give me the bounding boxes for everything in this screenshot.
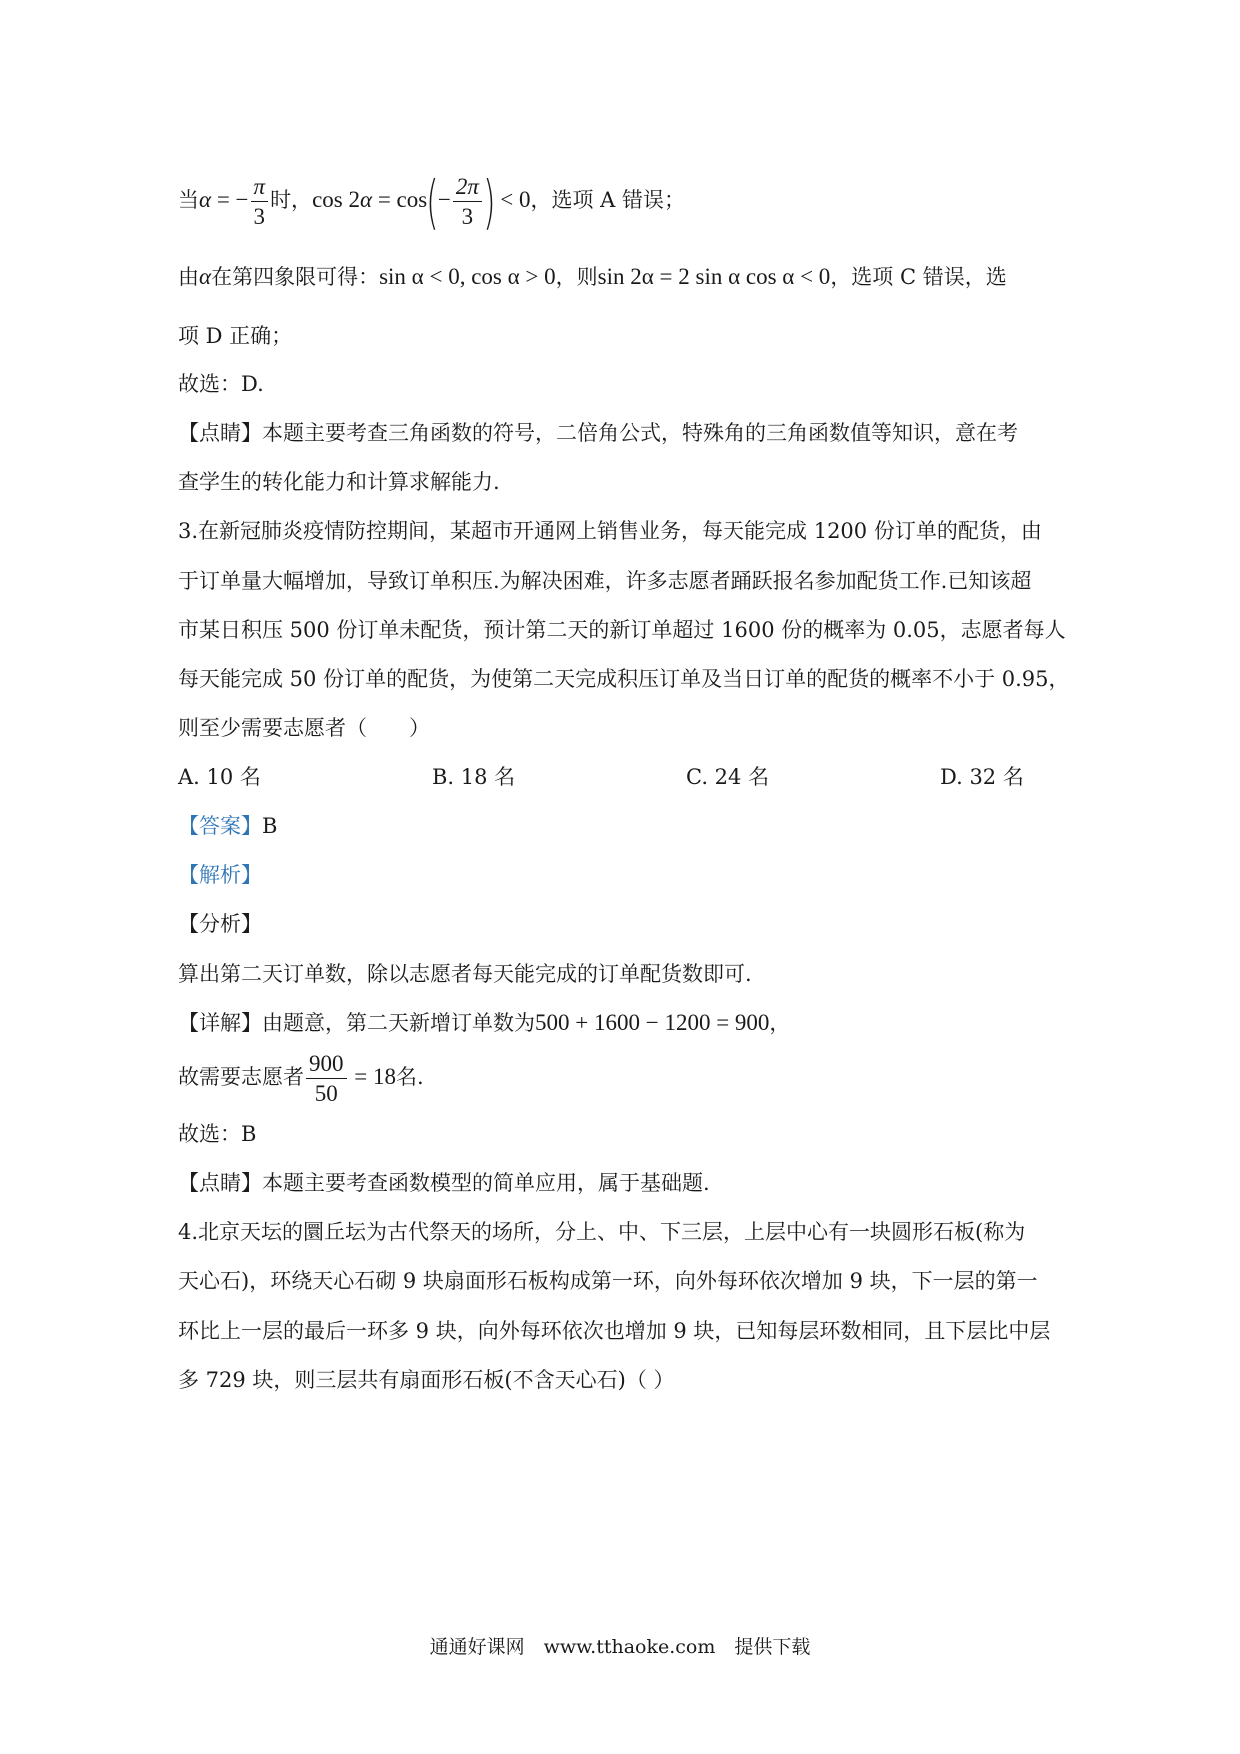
q4-line-3: 环比上一层的最后一环多 9 块，向外每环依次也增加 9 块，已知每层环数相同，且下层比中层 bbox=[178, 1319, 1051, 1343]
right-paren: ) bbox=[482, 167, 496, 236]
fenxi-label: 【分析】 bbox=[178, 912, 262, 936]
option-c: C. 24 名 bbox=[686, 765, 770, 789]
q3-line-1: 3.在新冠肺炎疫情防控期间，某超市开通网上销售业务，每天能完成 1200 份订单的配货，由 bbox=[178, 519, 1042, 543]
q3-comment: 【点睛】本题主要考查函数模型的简单应用，属于基础题. bbox=[178, 1171, 710, 1195]
q4-line-2: 天心石)，环绕天心石砌 9 块扇面形石板构成第一环，向外每环依次增加 9 块，下一层的第一 bbox=[178, 1269, 1038, 1293]
comment-line-1: 【点睛】本题主要考查三角函数的符号，二倍角公式，特殊角的三角函数值等知识，意在考 bbox=[178, 421, 1018, 445]
analysis-label: 【解析】 bbox=[178, 863, 262, 887]
fraction-2pi-over-3: $\frac{2\pi}{3}$ bbox=[453, 175, 482, 228]
solution-choose-d: 故选：D. bbox=[178, 372, 264, 396]
q4-line-1: 4.北京天坛的圜丘坛为古代祭天的场所，分上、中、下三层，上层中心有一块圆形石板(称为 bbox=[178, 1220, 1026, 1244]
option-d: D. 32 名 bbox=[940, 765, 1024, 789]
page-footer: 通通好课网 www.tthaoke.com 提供下载 bbox=[429, 1636, 811, 1658]
choose-b: 故选：B bbox=[178, 1122, 257, 1146]
q3-line-3: 市某日积压 500 份订单未配货，预计第二天的新订单超过 1600 份的概率为 0.05，志愿者每人 bbox=[178, 618, 1066, 642]
q3-line-2: 于订单量大幅增加，导致订单积压.为解决困难，许多志愿者踊跃报名参加配货工作.已知该超 bbox=[178, 569, 1032, 593]
solution-line-3: 项 D 正确； bbox=[178, 324, 293, 348]
fraction-900-over-50: $\frac{900}{50}$ bbox=[306, 1052, 347, 1105]
answer-label: 【答案】 bbox=[178, 814, 262, 838]
answer-line bbox=[178, 811, 1068, 841]
answer-value: B bbox=[262, 814, 278, 838]
detail-line: 【详解】由题意，第二天新增订单数为500 + 1600 − 1200 = 900， bbox=[178, 1010, 791, 1035]
comment-line-2: 查学生的转化能力和计算求解能力. bbox=[178, 470, 500, 494]
left-paren: ( bbox=[426, 167, 439, 236]
fraction-pi-over-3: $\frac{\pi}{3}$ bbox=[251, 175, 269, 228]
q4-line-4: 多 729 块，则三层共有扇面形石板(不含天心石)（ ） bbox=[178, 1368, 675, 1392]
q3-line-5: 则至少需要志愿者（ ） bbox=[178, 716, 430, 740]
need-line: 故需要志愿者 $\frac{900}{50}$ = 18名. bbox=[178, 1051, 424, 1106]
q3-options bbox=[178, 762, 1068, 792]
solution-line-2: 由α在第四象限可得：sin α < 0, cos α > 0，则sin 2α = 2 sin α cos α < 0，选项 C 错误，选 bbox=[178, 264, 1007, 289]
option-a: A. 10 名 bbox=[178, 765, 261, 789]
option-b: B. 18 名 bbox=[432, 765, 516, 789]
q3-line-4: 每天能完成 50 份订单的配货，为使第二天完成积压订单及当日订单的配货的概率不小于 0.95， bbox=[178, 667, 1070, 691]
solution-line-1: 当α = − $\frac{\pi}{3}$ 时，cos 2α = cos(− $\frac{2\pi}{3}$ ) < 0，选项 A 错误； bbox=[178, 167, 685, 236]
fenxi-text: 算出第二天订单数，除以志愿者每天能完成的订单配货数即可. bbox=[178, 962, 752, 986]
